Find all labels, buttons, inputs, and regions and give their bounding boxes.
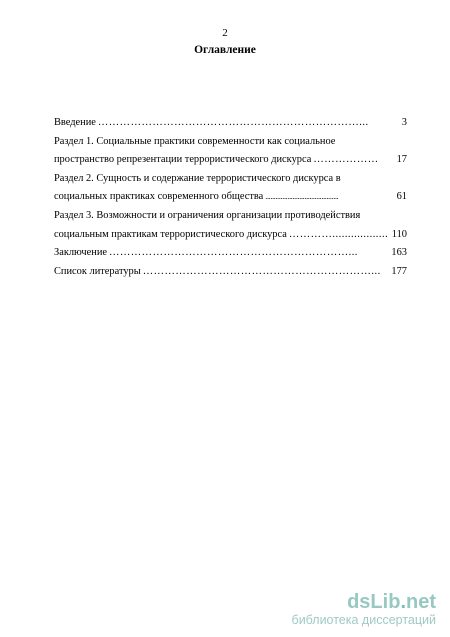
toc-entry[interactable] [54, 114, 407, 133]
toc-entry-title-continued: пространство репрезентации террористического дискурса [54, 154, 312, 166]
toc-entry[interactable] [54, 244, 407, 263]
toc-entry-title: Раздел 2. Сущность и содержание террористического дискурса в [54, 172, 341, 184]
dot-leader: ……………… [313, 154, 379, 166]
toc-entry-page: 3 [401, 117, 407, 128]
toc-entry-title: Раздел 3. Возможности и ограничения организации противодействия [54, 209, 361, 221]
watermark-logo [292, 591, 436, 613]
toc-title: Оглавление [194, 44, 256, 56]
toc-entry[interactable] [54, 263, 407, 282]
dot-leader: …………………………………………………………... [109, 247, 358, 259]
dot-leader: ........................................... [265, 192, 339, 202]
watermark-logo-right: net [406, 591, 436, 613]
toc-entry-title-continued: социальных практиках современного общества [54, 191, 264, 203]
toc-entry-title: Раздел 1. Социальные практики современности как социальное [54, 135, 336, 147]
toc-entry-page: 61 [396, 191, 407, 203]
toc-entry-title-continued: социальным практикам террористического дискурса [54, 228, 287, 240]
toc-entry[interactable] [54, 207, 407, 244]
toc-entry-title: Список литературы [54, 265, 141, 277]
toc-entry-page: 163 [391, 247, 407, 259]
dot-leader: ………………………………………………………... [142, 265, 381, 277]
dot-leader: ………….................. [288, 228, 389, 240]
page-number: 2 [222, 27, 228, 39]
watermark-logo-left: dsLib [347, 591, 401, 613]
toc-entry-title: Заключение [54, 247, 107, 259]
dot-leader: ………………………………………………………………... [97, 117, 369, 128]
toc-entry[interactable] [54, 170, 407, 207]
toc-entry-page: 177 [391, 265, 407, 277]
toc-entry-title: Введение [54, 117, 96, 128]
toc-entry-page: 17 [396, 154, 407, 166]
watermark-logo-dot: . [400, 591, 406, 613]
table-of-contents [54, 114, 407, 281]
toc-entry-page: 110 [391, 228, 407, 240]
toc-entry[interactable] [54, 133, 407, 170]
watermark [292, 591, 436, 627]
watermark-subtitle: библиотека диссертаций [291, 613, 436, 627]
